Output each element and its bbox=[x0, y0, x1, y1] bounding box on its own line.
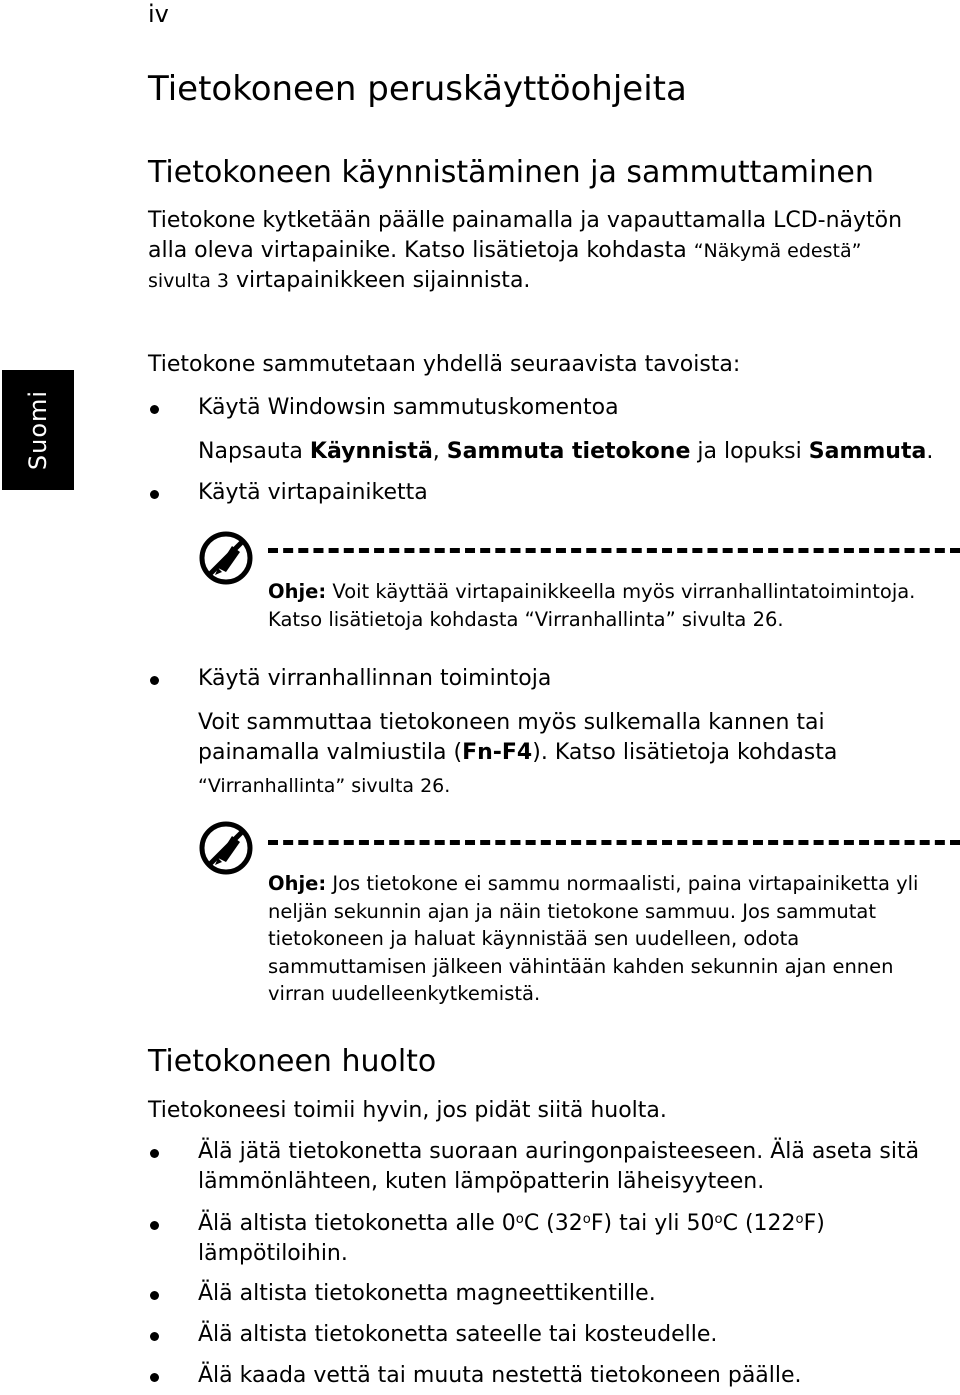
care-item-2-line-1 bbox=[198, 1209, 825, 1239]
note-2-line-1 bbox=[268, 870, 918, 898]
note-1-text: Voit käyttää virtapainikkeella myös virranhallintatoimintoja. bbox=[332, 580, 916, 603]
windows-shutdown-instructions bbox=[198, 437, 933, 467]
temp-text-b: C (32 bbox=[523, 1211, 583, 1236]
side-tab-label: Suomi bbox=[24, 389, 52, 471]
instr-pre: Napsauta bbox=[198, 439, 303, 464]
degree-mark: o bbox=[582, 1211, 591, 1227]
power-mgmt-pre: painamalla valmiustila ( bbox=[198, 740, 463, 765]
intro-link-front-view: “Näkymä edestä” bbox=[693, 240, 862, 262]
degree-mark: o bbox=[795, 1211, 804, 1227]
power-mgmt-post: ). Katso lisätietoja kohdasta bbox=[532, 740, 838, 765]
temp-text-d: C (122 bbox=[722, 1211, 796, 1236]
note-2-line-4: sammuttamisen jälkeen vähintään kahden sekunnin ajan ennen bbox=[268, 955, 894, 978]
note-2-text: Jos tietokone ei sammu normaalisti, paina virtapainiketta yli bbox=[332, 872, 919, 895]
bullet-windows-shutdown: Käytä Windowsin sammutuskomentoa bbox=[198, 395, 619, 420]
instr-end: . bbox=[926, 439, 934, 464]
care-item-1-line-1: Älä jätä tietokonetta suoraan auringonpaisteeseen. Älä aseta sitä bbox=[198, 1139, 920, 1164]
page-number: iv bbox=[148, 0, 169, 28]
note-divider bbox=[268, 548, 960, 553]
intro-page-ref: sivulta 3 bbox=[148, 270, 229, 292]
page-title: Tietokoneen peruskäyttöohjeita bbox=[148, 69, 687, 109]
care-item-1-line-2: lämmönlähteen, kuten lämpöpatterin läheisyyteen. bbox=[198, 1169, 765, 1194]
bullet-dot bbox=[150, 1373, 159, 1382]
bullet-dot bbox=[150, 405, 159, 414]
note-pencil-icon bbox=[198, 820, 254, 876]
bullet-dot bbox=[150, 1291, 159, 1300]
instr-start: Käynnistä bbox=[309, 439, 433, 464]
maintenance-intro: Tietokoneesi toimii hyvin, jos pidät siitä huolta. bbox=[148, 1098, 667, 1123]
note-2-label: Ohje: bbox=[268, 872, 327, 895]
power-mgmt-reference: “Virranhallinta” sivulta 26. bbox=[198, 775, 451, 797]
temp-text-c: F) tai yli 50 bbox=[590, 1211, 715, 1236]
care-item-5: Älä kaada vettä tai muuta nestettä tietokoneen päälle. bbox=[198, 1363, 802, 1388]
bullet-dot bbox=[150, 676, 159, 685]
bullet-dot bbox=[150, 1332, 159, 1341]
note-2-line-5: virran uudelleenkytkemistä. bbox=[268, 982, 541, 1005]
temp-text-a: Älä altista tietokonetta alle 0 bbox=[198, 1211, 516, 1236]
intro-line-2 bbox=[148, 236, 861, 266]
bullet-dot bbox=[150, 1149, 159, 1158]
instr-shutdown-computer: Sammuta tietokone bbox=[446, 439, 691, 464]
section-heading-maintenance: Tietokoneen huolto bbox=[148, 1044, 437, 1079]
care-item-4: Älä altista tietokonetta sateelle tai kosteudelle. bbox=[198, 1322, 718, 1347]
note-1-line-1 bbox=[268, 578, 915, 606]
intro-location-text: virtapainikkeen sijainnista. bbox=[235, 268, 531, 293]
degree-mark: o bbox=[515, 1211, 524, 1227]
care-item-2-line-2: lämpötiloihin. bbox=[198, 1241, 348, 1266]
shutdown-intro: Tietokone sammutetaan yhdellä seuraavista tavoista: bbox=[148, 352, 741, 377]
instr-mid: ja lopuksi bbox=[697, 439, 802, 464]
intro-text: alla oleva virtapainike. Katso lisätietoja kohdasta bbox=[148, 238, 687, 263]
section-heading-startup: Tietokoneen käynnistäminen ja sammuttaminen bbox=[148, 155, 874, 190]
instr-shutdown: Sammuta bbox=[808, 439, 927, 464]
instr-sep: , bbox=[432, 439, 440, 464]
note-pencil-icon bbox=[198, 530, 254, 586]
temp-text-e: F) bbox=[803, 1211, 825, 1236]
power-mgmt-line-1: Voit sammuttaa tietokoneen myös sulkemalla kannen tai bbox=[198, 710, 825, 735]
bullet-power-management: Käytä virranhallinnan toimintoja bbox=[198, 666, 552, 691]
note-1-label: Ohje: bbox=[268, 580, 327, 603]
power-mgmt-line-2 bbox=[198, 738, 837, 768]
bullet-dot bbox=[150, 490, 159, 499]
bullet-dot bbox=[150, 1221, 159, 1230]
degree-mark: o bbox=[714, 1211, 723, 1227]
language-side-tab bbox=[2, 370, 74, 490]
bullet-power-button: Käytä virtapainiketta bbox=[198, 480, 428, 505]
care-item-3: Älä altista tietokonetta magneettikentille. bbox=[198, 1281, 656, 1306]
intro-line-3 bbox=[148, 266, 530, 296]
standby-key: Fn-F4 bbox=[462, 740, 533, 765]
note-1-line-2: Katso lisätietoja kohdasta “Virranhallinta” sivulta 26. bbox=[268, 608, 784, 631]
intro-line-1: Tietokone kytketään päälle painamalla ja vapauttamalla LCD-näytön bbox=[148, 208, 903, 233]
note-2-line-3: tietokoneen ja haluat käynnistää sen uudelleen, odota bbox=[268, 927, 800, 950]
note-divider bbox=[268, 840, 960, 845]
note-2-line-2: neljän sekunnin ajan ja näin tietokone sammuu. Jos sammutat bbox=[268, 900, 876, 923]
